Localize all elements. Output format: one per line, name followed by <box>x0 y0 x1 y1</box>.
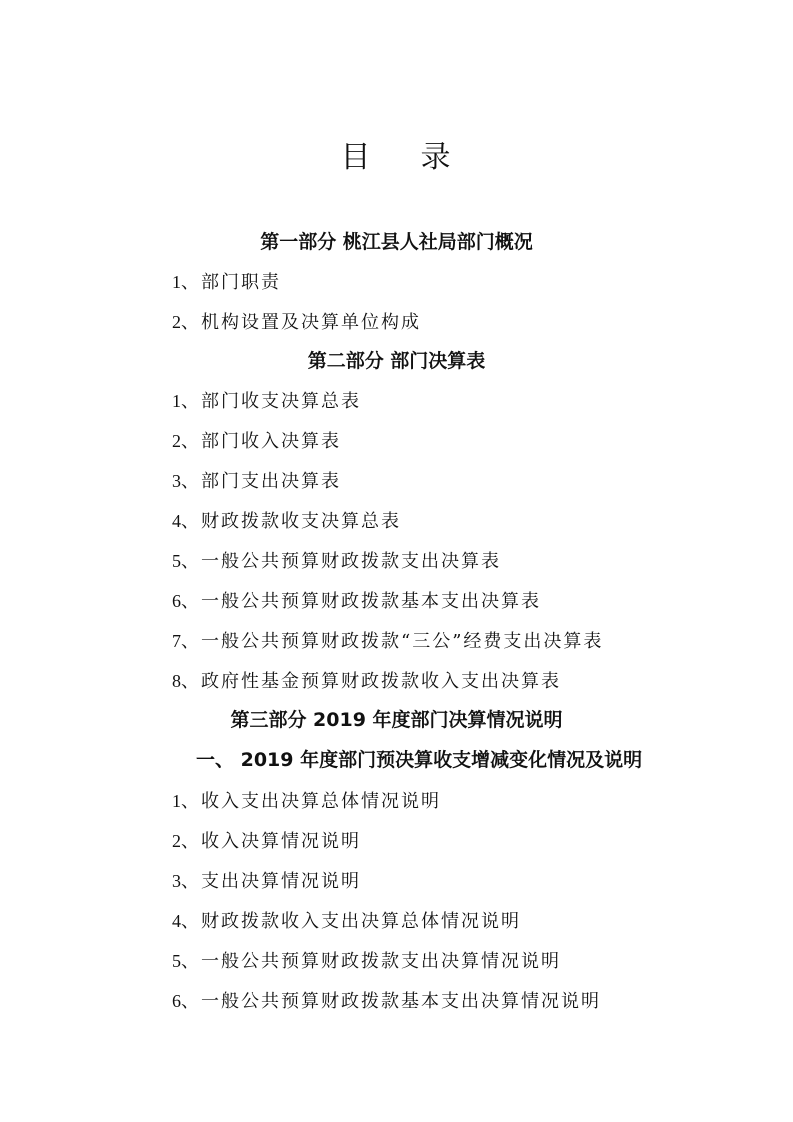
toc-title <box>0 138 793 178</box>
toc-title-char-1: 目 <box>340 140 373 175</box>
toc-item-label: 、机构设置及决算单位构成 <box>181 312 421 333</box>
toc-item-label: 、一般公共预算财政拨款基本支出决算情况说明 <box>181 991 601 1012</box>
toc-item[interactable] <box>172 507 401 536</box>
toc-item-label: 、收入决算情况说明 <box>181 831 361 852</box>
toc-item-label: 、部门支出决算表 <box>181 471 341 492</box>
toc-item-number: 4 <box>172 511 181 531</box>
toc-item-number: 1 <box>172 791 181 811</box>
toc-item-label: 、支出决算情况说明 <box>181 871 361 892</box>
toc-item-label: 、一般公共预算财政拨款“三公”经费支出决算表 <box>181 631 604 652</box>
part1-heading: 第一部分 桃江县人社局部门概况 <box>260 231 533 253</box>
toc-item[interactable] <box>172 947 561 976</box>
toc-item-label: 、部门收支决算总表 <box>181 391 361 412</box>
toc-item-number: 7 <box>172 631 181 651</box>
toc-item[interactable] <box>172 787 441 816</box>
toc-item-number: 5 <box>172 551 181 571</box>
toc-item-number: 1 <box>172 272 181 292</box>
toc-item-number: 1 <box>172 391 181 411</box>
toc-item[interactable] <box>172 987 601 1016</box>
toc-item-number: 3 <box>172 471 181 491</box>
toc-item-number: 4 <box>172 911 181 931</box>
toc-item[interactable] <box>172 387 361 416</box>
toc-item-label: 、一般公共预算财政拨款支出决算表 <box>181 551 501 572</box>
toc-item[interactable] <box>172 467 341 496</box>
toc-item-label: 、政府性基金预算财政拨款收入支出决算表 <box>181 671 561 692</box>
part2-heading: 第二部分 部门决算表 <box>307 350 486 372</box>
toc-item-label: 、一般公共预算财政拨款支出决算情况说明 <box>181 951 561 972</box>
part3-subheading: 一、 2019 年度部门预决算收支增减变化情况及说明 <box>196 749 643 771</box>
toc-item-number: 2 <box>172 431 181 451</box>
toc-item[interactable] <box>172 867 361 896</box>
toc-item[interactable] <box>172 627 603 656</box>
toc-item-label: 、一般公共预算财政拨款基本支出决算表 <box>181 591 541 612</box>
toc-item[interactable] <box>172 268 281 297</box>
toc-item-label: 、收入支出决算总体情况说明 <box>181 791 441 812</box>
toc-item-number: 2 <box>172 831 181 851</box>
toc-item-label: 、部门收入决算表 <box>181 431 341 452</box>
toc-item-label: 、部门职责 <box>181 272 281 293</box>
toc-item-number: 2 <box>172 312 181 332</box>
toc-item[interactable] <box>172 547 501 576</box>
toc-item-number: 8 <box>172 671 181 691</box>
toc-item[interactable] <box>172 427 341 456</box>
toc-title-char-2: 录 <box>420 140 453 175</box>
toc-item[interactable] <box>172 308 421 337</box>
toc-item-number: 6 <box>172 591 181 611</box>
toc-item-number: 3 <box>172 871 181 891</box>
toc-item-number: 5 <box>172 951 181 971</box>
toc-item-number: 6 <box>172 991 181 1011</box>
toc-item[interactable] <box>172 827 361 856</box>
toc-item[interactable] <box>172 907 521 936</box>
toc-item[interactable] <box>172 667 561 696</box>
toc-item[interactable] <box>172 587 541 616</box>
toc-item-label: 、财政拨款收支决算总表 <box>181 511 401 532</box>
toc-item-label: 、财政拨款收入支出决算总体情况说明 <box>181 911 521 932</box>
part3-heading: 第三部分 2019 年度部门决算情况说明 <box>230 709 563 731</box>
